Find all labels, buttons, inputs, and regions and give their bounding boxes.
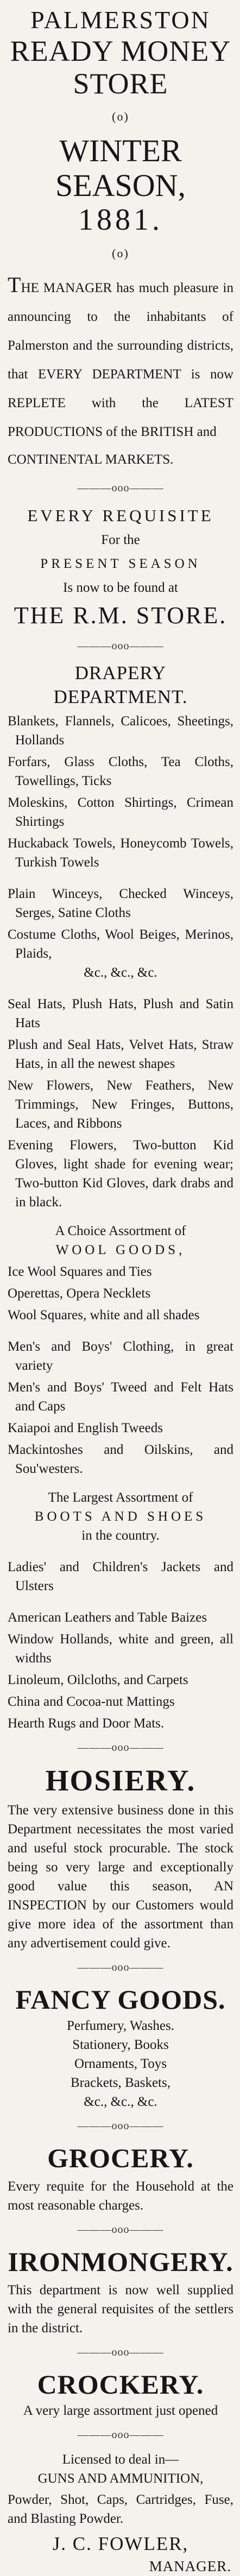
rule: ———ooo——— [77, 640, 164, 652]
list-item: Brackets, Baskets, [71, 2075, 170, 2090]
list-item: Kaiapoi and English Tweeds [8, 1421, 163, 1435]
list-item: New Flowers, New Feathers, New Trimmings, New Fringes, Buttons, Laces, and Ribbons [8, 1078, 233, 1131]
manager-title: MANAGER. [149, 2558, 231, 2574]
winter-season-heading: WINTER SEASON, [55, 133, 186, 203]
licence-line: Licensed to deal in— [62, 2452, 179, 2467]
powder-line: Powder, Shot, Caps, Cartridges, Fuse, and Blasting Powder. [8, 2492, 233, 2526]
list-item: Evening Flowers, Two-button Kid Gloves, light shade for evening wear; Two-button Kid Gloves, dark drabs and in black. [8, 1138, 233, 1210]
list-item: Ornaments, Toys [74, 2056, 167, 2071]
list-item: Wool Squares, white and all shades [8, 1308, 200, 1322]
boots-country: in the country. [81, 1528, 160, 1543]
manager-name: J. C. FOWLER, [52, 2533, 189, 2554]
hosiery-text: The very extensive business done in this Department necessitates the most varied and useful stock procurable. The stock being so very large and exceptionally good value this season, AN INSPECTION by our Customers would give more idea of the assortment than any advertisement could give. [8, 1803, 233, 1951]
crockery-heading: CROCKERY. [37, 2369, 204, 2400]
etc-line: &c., &c., &c. [84, 965, 157, 980]
list-item: Plain Winceys, Checked Winceys, Serges, Satine Cloths [8, 887, 233, 920]
list-item: American Leathers and Table Baizes [8, 1610, 207, 1625]
hosiery-heading: HOSIERY. [45, 1764, 196, 1797]
year-heading: 1881. [78, 203, 163, 237]
list-item: &c., &c., &c. [84, 2094, 157, 2109]
list-item: Plush and Seal Hats, Velvet Hats, Straw Hats, in all the newest shapes [8, 1037, 233, 1071]
intro-text: HE MANAGER has much pleasure in announcing to the inhabitants of Palmerston and the surrounding districts, that EVERY DEPARTMENT is now REPLETE with the LATEST PRODUCTIONS of the BRITISH and [8, 281, 233, 439]
intro-last-line: CONTINENTAL MARKETS. [8, 452, 174, 467]
list-item: Ladies' and Children's Jackets and Ulsters [8, 1560, 233, 1593]
separator: (o) [112, 110, 129, 123]
list-item: Seal Hats, Plush Hats, Plush and Satin Hats [8, 997, 233, 1030]
rule: ———ooo——— [77, 2224, 164, 2236]
boots-heading: BOOTS AND SHOES [34, 1509, 207, 1524]
list-item: Ice Wool Squares and Ties [8, 1264, 152, 1279]
clothing-list [8, 1337, 233, 1478]
store-name: THE R.M. STORE. [14, 602, 228, 629]
wool-intro: A Choice Assortment of [55, 1224, 186, 1238]
separator: (o) [112, 246, 129, 260]
list-item: Forfars, Glass Cloths, Tea Cloths, Towellings, Ticks [8, 755, 233, 788]
drop-letter: T [8, 273, 21, 297]
now-found-at: Is now to be found at [63, 580, 178, 595]
advertisement [0, 5, 240, 2574]
list-item: Window Hollands, white and green, all widths [8, 1632, 233, 1666]
list-item: Men's and Boys' Clothing, in great variety [8, 1339, 233, 1373]
list-item: Mackintoshes and Oilskins, and Sou'westers. [8, 1442, 233, 1476]
list-item: Linoleum, Oilcloths, and Carpets [8, 1673, 188, 1687]
boots-intro: The Largest Assortment of [48, 1490, 193, 1505]
for-the: For the [101, 533, 140, 547]
grocery-text: Every requite for the Household at the most reasonable charges. [8, 2179, 233, 2213]
grocery-heading: GROCERY. [47, 2143, 194, 2173]
crockery-text: A very large assortment just opened [23, 2403, 218, 2418]
drapery-heading: DRAPERY DEPARTMENT. [53, 662, 188, 707]
wool-heading: WOOL GOODS, [55, 1243, 186, 1257]
list-item: Men's and Boys' Tweed and Felt Hats and Caps [8, 1380, 233, 1414]
list-item: Costume Cloths, Wool Beiges, Merinos, Plaids, [8, 927, 233, 961]
list-item: Stationery, Books [72, 2037, 169, 2052]
fancy-goods-heading: FANCY GOODS. [15, 1984, 226, 2015]
list-item: Perfumery, Washes. [67, 2018, 174, 2033]
fancy-goods-list [8, 2016, 233, 2111]
title-ready-money-store: READY MONEY STORE [10, 35, 231, 100]
list-item: Hearth Rugs and Door Mats. [8, 1716, 165, 1731]
list-item: Moleskins, Cotton Shirtings, Crimean Shirtings [8, 795, 233, 829]
drapery-list [8, 712, 233, 1212]
list-item: Operettas, Opera Necklets [8, 1286, 151, 1301]
rule: ———ooo——— [77, 1961, 164, 1973]
present-season: PRESENT SEASON [40, 556, 201, 571]
every-requisite: EVERY REQUISITE [27, 506, 214, 525]
list-item: Blankets, Flannels, Calicoes, Sheetings, Hollands [8, 714, 233, 748]
title-palmerston: PALMERSTON [30, 6, 211, 34]
rule: ———ooo——— [77, 2346, 164, 2358]
list-item: Huckaback Towels, Honeycomb Towels, Turkish Towels [8, 836, 233, 870]
rule: ———ooo——— [77, 482, 164, 494]
intro-paragraph [8, 270, 233, 446]
misc-list [8, 1608, 233, 1733]
list-item: China and Cocoa-nut Mattings [8, 1694, 175, 1709]
ironmongery-text: This department is now well supplied with the general requisites of the settlers in the district. [8, 2283, 233, 2336]
guns-ammunition: GUNS AND AMMUNITION, [37, 2471, 204, 2486]
rule: ———ooo——— [77, 2120, 164, 2132]
ironmongery-heading: IRONMONGERY. [8, 2246, 233, 2277]
rule: ———ooo——— [77, 2429, 164, 2441]
wool-list [8, 1262, 233, 1325]
rule: ———ooo——— [77, 1742, 164, 1754]
